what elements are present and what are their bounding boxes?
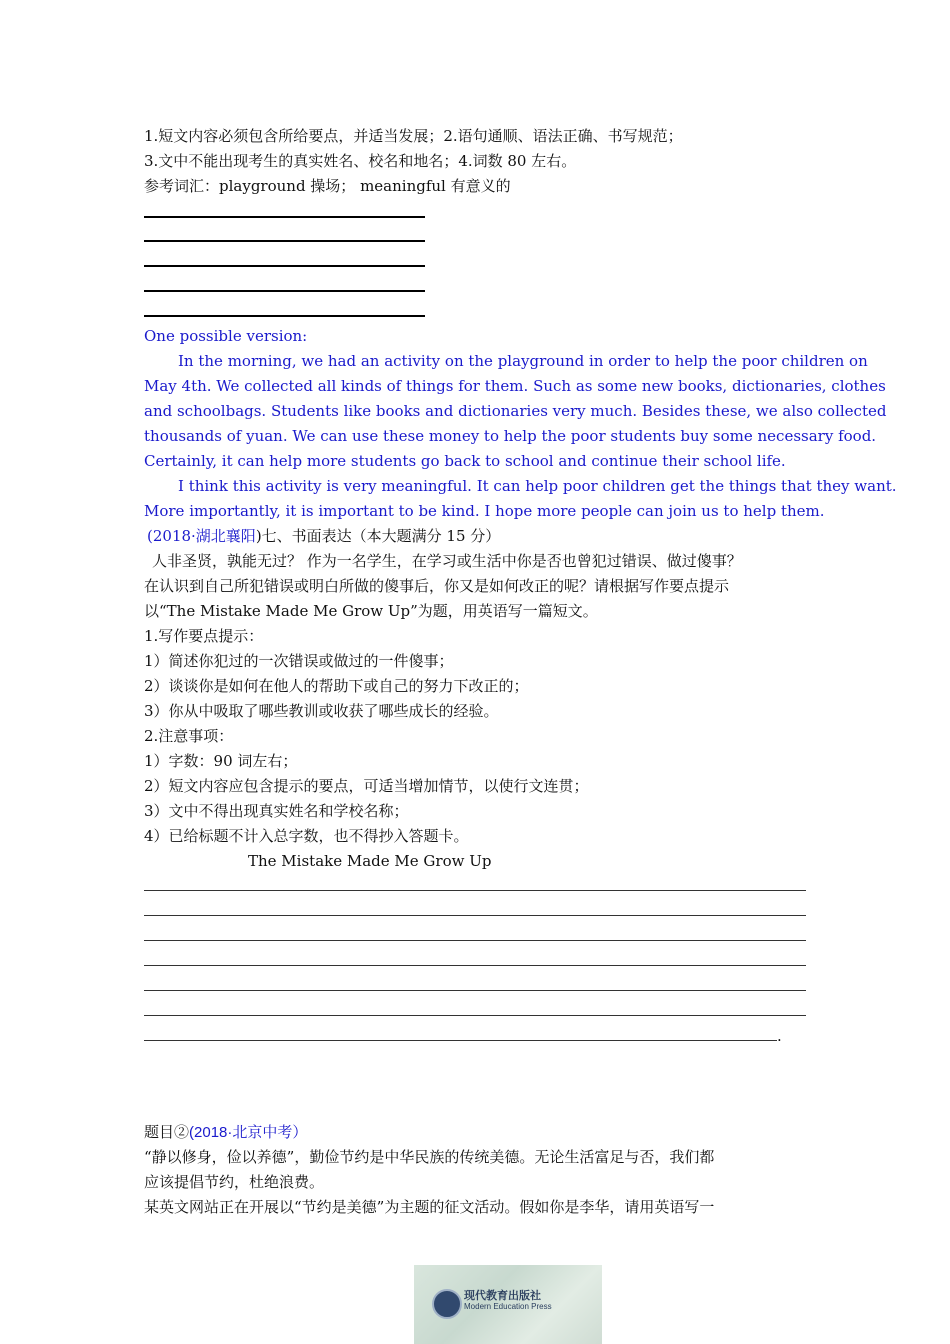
publisher-name-cn: 现代教育出版社: [464, 1289, 541, 1302]
answer-line: More importantly, it is important to be kind. I hope more people can join us to help them.: [144, 502, 825, 520]
end-period: .: [777, 1027, 782, 1045]
requirement-line-1: 1.短文内容必须包含所给要点，并适当发展；2.语句通顺、语法正确、书写规范；: [144, 127, 683, 145]
answer-line: May 4th. We collected all kinds of things for them. Such as some new books, dictionaries, clothes: [144, 377, 886, 395]
task3-source: (2018·北京中考）: [189, 1124, 308, 1141]
points-line: 2）谈谈你是如何在他人的帮助下或自己的努力下改正的；: [144, 677, 529, 695]
blank-line: [144, 240, 425, 242]
points-line: 3）你从中吸取了哪些教训或收获了哪些成长的经验。: [144, 702, 499, 720]
answer-blank-line: [144, 965, 806, 966]
points-line: 1）字数：90 词左右；: [144, 752, 298, 770]
essay-title: The Mistake Made Me Grow Up: [248, 852, 492, 870]
publisher-name-en: Modern Education Press: [464, 1302, 552, 1311]
blank-line: [144, 265, 425, 267]
answer-blank-line: [144, 990, 806, 991]
answer-blank-line: [144, 915, 806, 916]
answer-heading: One possible version:: [144, 327, 308, 345]
blank-line: [144, 315, 425, 317]
task3-label: 题目②: [144, 1123, 190, 1141]
answer-line: Certainly, it can help more students go back to school and continue their school life.: [144, 452, 786, 470]
points-line: 2.注意事项：: [144, 727, 234, 745]
points-line: 4）已给标题不计入总字数，也不得抄入答题卡。: [144, 827, 469, 845]
source-open: (2018·: [147, 527, 196, 545]
task-source: [147, 524, 500, 549]
blank-line: [144, 290, 425, 292]
answer-line: I think this activity is very meaningful. It can help poor children get the things that they want.: [178, 477, 897, 495]
points-line: 3）文中不得出现真实姓名和学校名称；: [144, 802, 409, 820]
answer-line: and schoolbags. Students like books and dictionaries very much. Besides these, we also collected: [144, 402, 887, 420]
requirement-line-2: 3.文中不能出现考生的真实姓名、校名和地名；4.词数 80 左右。: [144, 152, 577, 170]
vocabulary-line: 参考词汇：playground 操场； meaningful 有意义的: [144, 177, 511, 195]
task3-line: 某英文网站正在开展以“节约是美德”为主题的征文活动。假如你是李华，请用英语写一: [144, 1198, 715, 1216]
blank-line: [144, 216, 425, 218]
points-line: 1）简述你犯过的一次错误或做过的一件傻事；: [144, 652, 454, 670]
task3-line: “静以修身，俭以养德”，勤俭节约是中华民族的传统美德。无论生活富足与否，我们都: [144, 1148, 715, 1166]
prompt-line: 人非圣贤，孰能无过？ 作为一名学生，在学习或生活中你是否也曾犯过错误、做过傻事？: [152, 552, 742, 570]
prompt-line: 在认识到自己所犯错误或明白所做的傻事后，你又是如何改正的呢？请根据写作要点提示: [144, 577, 730, 595]
task3-heading: [144, 1120, 307, 1145]
points-line: 2）短文内容应包含提示的要点，可适当增加情节，以使行文连贯；: [144, 777, 589, 795]
publisher-logo: [414, 1265, 602, 1344]
answer-line: In the morning, we had an activity on the playground in order to help the poor children on: [178, 352, 868, 370]
points-line: 1.写作要点提示：: [144, 627, 264, 645]
publisher-seal-icon: [432, 1289, 462, 1319]
source-rest: )七、书面表达（本大题满分 15 分）: [255, 527, 501, 545]
task3-line: 应该提倡节约，杜绝浪费。: [144, 1173, 325, 1191]
prompt-line: 以“The Mistake Made Me Grow Up”为题，用英语写一篇短文。: [144, 602, 598, 620]
source-place: 湖北襄阳: [195, 527, 256, 545]
answer-line: thousands of yuan. We can use these money to help the poor students buy some necessary food.: [144, 427, 877, 445]
answer-blank-line: [144, 1015, 806, 1016]
answer-blank-line: [144, 1040, 777, 1041]
answer-blank-line: [144, 940, 806, 941]
answer-blank-line: [144, 890, 806, 891]
